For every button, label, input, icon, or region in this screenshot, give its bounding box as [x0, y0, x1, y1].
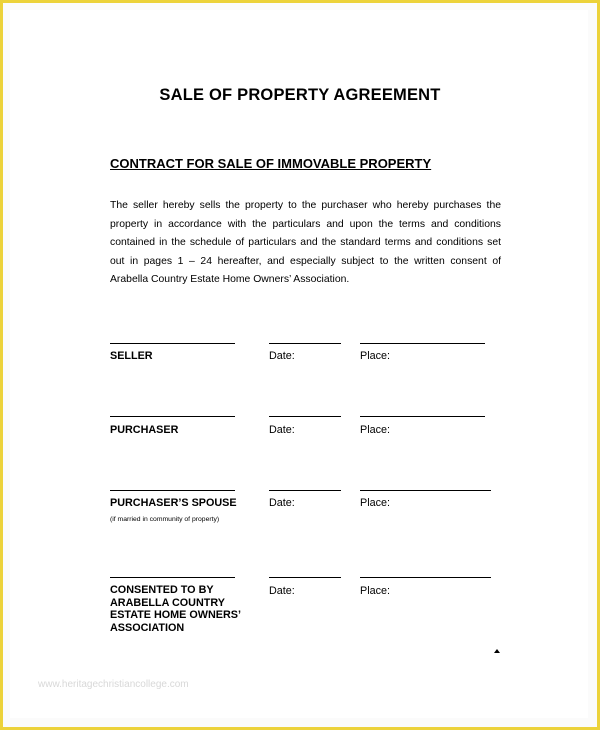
spouse-place-label: Place:: [360, 497, 391, 509]
seller-place-label: Place:: [360, 350, 391, 362]
consent-line-3: ESTATE HOME OWNERS’: [110, 609, 241, 621]
purchaser-place-label: Place:: [360, 424, 391, 436]
seller-label: SELLER: [110, 350, 153, 362]
purchaser-place-line: [360, 416, 485, 417]
spouse-date-line: [269, 490, 341, 491]
seller-signature-line: [110, 343, 235, 344]
triangle-marker-icon: [494, 649, 500, 653]
seller-date-line: [269, 343, 341, 344]
consent-line-1: CONSENTED TO BY: [110, 584, 214, 596]
body-line-2: property in accordance with the particulars and upon the terms and conditions: [110, 219, 501, 230]
purchaser-date-line: [269, 416, 341, 417]
body-line-4: out in pages 1 – 24 hereafter, and especially subject to the written consent of: [110, 256, 501, 267]
spouse-note: (if married in community of property): [110, 516, 220, 523]
purchaser-label: PURCHASER: [110, 424, 179, 436]
consent-place-label: Place:: [360, 585, 391, 597]
section-heading: CONTRACT FOR SALE OF IMMOVABLE PROPERTY: [110, 156, 432, 171]
consent-line-4: ASSOCIATION: [110, 621, 185, 634]
consent-place-line: [360, 577, 491, 578]
watermark: www.heritagechristiancollege.com: [38, 679, 189, 690]
purchaser-signature-line: [110, 416, 235, 417]
consent-party: [110, 584, 241, 634]
document-sheet: [10, 10, 588, 718]
consent-signature-line: [110, 577, 235, 578]
purchaser-date-label: Date:: [269, 424, 295, 436]
consent-date-label: Date:: [269, 585, 295, 597]
spouse-place-line: [360, 490, 491, 491]
seller-date-label: Date:: [269, 350, 295, 362]
document-title: SALE OF PROPERTY AGREEMENT: [159, 86, 441, 104]
body-line-1: The seller hereby sells the property to the purchaser who hereby purchases the: [110, 200, 501, 211]
consent-date-line: [269, 577, 341, 578]
consent-line-2: ARABELLA COUNTRY: [110, 596, 225, 609]
seller-place-line: [360, 343, 485, 344]
body-line-3: contained in the schedule of particulars and the standard terms and conditions set: [110, 237, 501, 248]
spouse-date-label: Date:: [269, 497, 295, 509]
spouse-signature-line: [110, 490, 235, 491]
spouse-label: PURCHASER’S SPOUSE: [110, 497, 237, 509]
body-line-5: Arabella Country Estate Home Owners’ Association.: [110, 274, 350, 285]
